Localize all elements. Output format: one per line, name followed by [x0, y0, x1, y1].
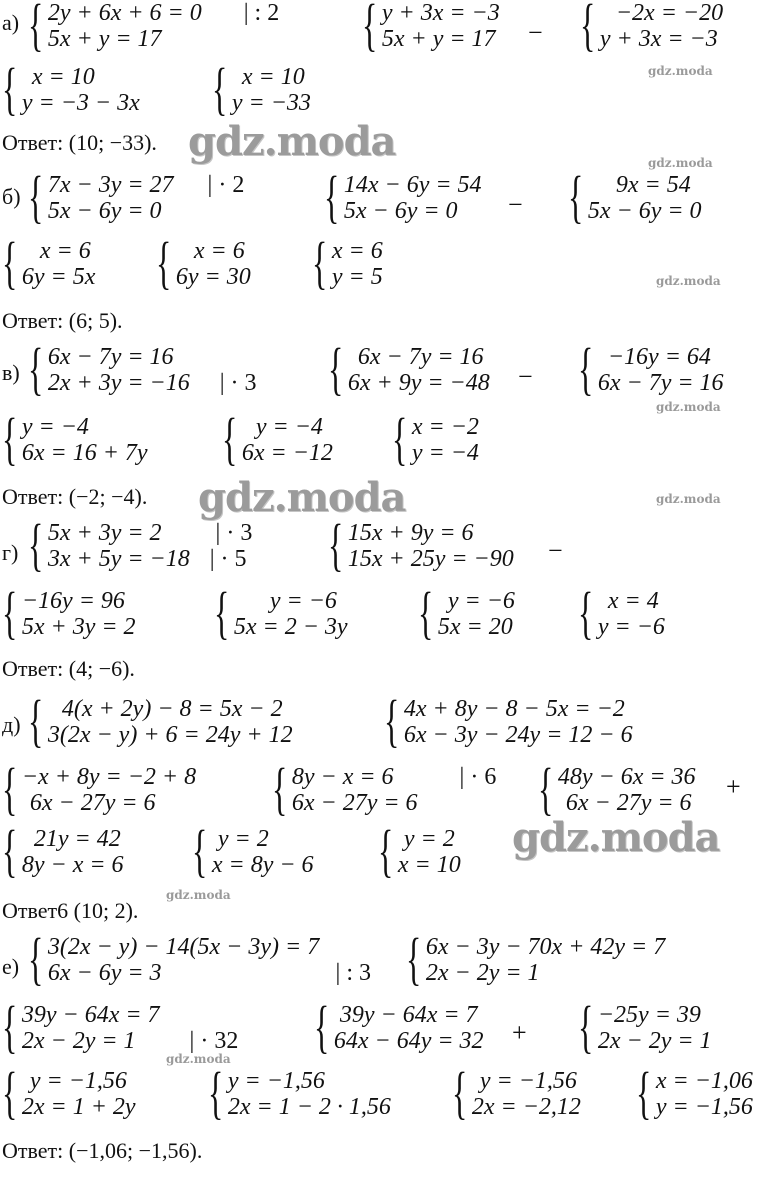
brace-icon: {	[192, 818, 208, 883]
equation: 3(2x − y) − 14(5x − 3y) = 7	[47, 934, 320, 960]
equation-system	[28, 926, 372, 991]
brace-icon: {	[28, 512, 44, 577]
answer: Ответ: (4; −6).	[2, 656, 135, 681]
operation-note: | : 3	[335, 960, 372, 986]
operation-note: | · 3	[215, 520, 253, 546]
brace-icon: {	[312, 230, 328, 295]
equation-system	[578, 336, 724, 401]
equation: 4x + 8y − 8 − 5x = −2	[403, 696, 625, 722]
equation-system	[28, 688, 293, 753]
operation-sign: +	[726, 772, 741, 801]
answer: Ответ: (10; −33).	[2, 130, 157, 155]
equation-system	[406, 926, 666, 991]
watermark-small: gdz.moda	[166, 1052, 231, 1066]
operation-note: | · 5	[209, 546, 247, 572]
equation-system	[28, 336, 257, 401]
equation: 5x − 6y = 0	[587, 198, 702, 224]
equation: 6x − 7y = 16	[47, 344, 174, 370]
watermark-small: gdz.moda	[656, 492, 721, 506]
watermark-small: gdz.moda	[648, 156, 713, 170]
equation: 21y = 42	[33, 826, 121, 852]
equation: 14x − 6y = 54	[343, 172, 482, 198]
brace-icon: {	[2, 1060, 18, 1125]
equation-system	[328, 512, 514, 577]
brace-icon: {	[2, 756, 18, 821]
equation: 39y − 64x = 7	[21, 1002, 160, 1028]
equation: y = −33	[231, 90, 311, 116]
equation: 2x − 2y = 1	[21, 1028, 136, 1054]
watermark-large: gdz.moda	[512, 814, 720, 861]
equation: −x + 8y = −2 + 8	[21, 764, 197, 790]
equation: 6x − 6y = 3	[47, 960, 162, 986]
brace-icon: {	[2, 56, 18, 121]
equation: y = −1,56	[655, 1094, 753, 1120]
equation: 2y + 6x + 6 = 0	[47, 0, 202, 26]
equation-system	[28, 164, 245, 229]
equation-system	[208, 1060, 391, 1125]
equation: 5x + y = 17	[381, 26, 496, 52]
operation-sign: +	[512, 1018, 527, 1047]
brace-icon: {	[384, 688, 400, 753]
equation-system	[392, 406, 479, 471]
equation-system	[222, 406, 333, 471]
watermark-small: gdz.moda	[166, 888, 231, 902]
equation-system	[28, 512, 253, 577]
brace-icon: {	[2, 818, 18, 883]
part-label: в)	[2, 360, 20, 385]
equation-system	[2, 580, 136, 645]
equation: 6x − 7y = 16	[357, 344, 484, 370]
brace-icon: {	[578, 336, 594, 401]
equation-system	[378, 818, 461, 883]
equation: 5x − 6y = 0	[343, 198, 458, 224]
watermark-large: gdz.moda	[188, 118, 396, 165]
operation-note: | · 32	[189, 1028, 239, 1054]
equation-system	[362, 0, 500, 57]
equation: 7x − 3y = 27	[47, 172, 174, 198]
equation: 8y − x = 6	[21, 852, 124, 878]
equation: x = 10	[31, 64, 95, 90]
equation: 2x = −2,12	[471, 1094, 581, 1120]
equation-system	[578, 994, 712, 1059]
part-label: г)	[2, 540, 19, 565]
equation-system	[452, 1060, 581, 1125]
equation: y + 3x = −3	[381, 0, 500, 26]
brace-icon: {	[578, 580, 594, 645]
equation: 8y − x = 6	[291, 764, 394, 790]
equation: y = −6	[447, 588, 515, 614]
equation: 6x − 27y = 6	[291, 790, 418, 816]
equation: 2x + 3y = −16	[47, 370, 190, 396]
brace-icon: {	[636, 1060, 652, 1125]
equation: 4(x + 2y) − 8 = 5x − 2	[61, 696, 283, 722]
equation: 15x + 25y = −90	[347, 546, 514, 572]
equation-system	[2, 230, 96, 295]
answer: Ответ: (−2; −4).	[2, 484, 148, 509]
equation-system	[272, 756, 497, 821]
brace-icon: {	[452, 1060, 468, 1125]
equation-system	[418, 580, 515, 645]
equation: 5x + y = 17	[47, 26, 162, 52]
brace-icon: {	[418, 580, 434, 645]
answer: Ответ: (−1,06; −1,56).	[2, 1138, 203, 1163]
equation-system	[578, 580, 665, 645]
equation: 6x − 3y − 24y = 12 − 6	[403, 722, 633, 748]
equation: y + 3x = −3	[599, 26, 718, 52]
equation-system	[580, 0, 724, 57]
part-label: а)	[2, 10, 20, 35]
brace-icon: {	[28, 164, 44, 229]
equation: 5x = 2 − 3y	[233, 614, 348, 640]
equation: x = 6	[331, 238, 383, 264]
equation: 2x = 1 − 2 · 1,56	[227, 1094, 391, 1120]
equation: y = −4	[255, 414, 323, 440]
watermark-small: gdz.moda	[656, 274, 721, 288]
equation: 6x − 3y − 70x + 42y = 7	[425, 934, 666, 960]
equation-system	[568, 164, 702, 229]
part-label: е)	[2, 954, 20, 979]
brace-icon: {	[578, 994, 594, 1059]
equation: y = 5	[331, 264, 383, 290]
equation: x = 10	[397, 852, 461, 878]
equation-system	[312, 230, 383, 295]
watermark-large: gdz.moda	[198, 474, 406, 521]
operation-sign: −	[548, 536, 563, 565]
equation: 5x + 3y = 2	[21, 614, 136, 640]
equation-system	[324, 164, 482, 229]
operation-note: | · 2	[207, 172, 245, 198]
equation: −16y = 64	[607, 344, 711, 370]
equation: −2x = −20	[615, 0, 724, 26]
equation-system	[212, 56, 311, 121]
equation: 48y − 6x = 36	[557, 764, 696, 790]
equation: x = 10	[241, 64, 305, 90]
equation: y = −1,56	[479, 1068, 577, 1094]
equation: 9x = 54	[615, 172, 691, 198]
brace-icon: {	[538, 756, 554, 821]
equation: x = −1,06	[655, 1068, 753, 1094]
operation-sign: −	[528, 18, 543, 47]
equation: y = −1,56	[29, 1068, 127, 1094]
equation: x = −2	[411, 414, 479, 440]
brace-icon: {	[272, 756, 288, 821]
part-label: д)	[2, 712, 21, 737]
brace-icon: {	[28, 0, 44, 57]
equation-system	[2, 406, 148, 471]
equation: 2x − 2y = 1	[597, 1028, 712, 1054]
brace-icon: {	[314, 994, 330, 1059]
equation: x = 4	[607, 588, 659, 614]
equation: x = 8y − 6	[211, 852, 314, 878]
equation: 2x − 2y = 1	[425, 960, 540, 986]
brace-icon: {	[580, 0, 596, 57]
equation: 6x = −12	[241, 440, 333, 466]
equation: −16y = 96	[21, 588, 125, 614]
brace-icon: {	[328, 512, 344, 577]
equation: y = −4	[411, 440, 479, 466]
brace-icon: {	[2, 580, 18, 645]
equation: 3(2x − y) + 6 = 24y + 12	[47, 722, 293, 748]
equation-system	[28, 0, 280, 57]
brace-icon: {	[2, 406, 18, 471]
brace-icon: {	[214, 580, 230, 645]
equation: 6x + 9y = −48	[347, 370, 490, 396]
brace-icon: {	[28, 926, 44, 991]
equation: 15x + 9y = 6	[347, 520, 474, 546]
brace-icon: {	[392, 406, 408, 471]
equation: 6y = 5x	[21, 264, 96, 290]
brace-icon: {	[324, 164, 340, 229]
brace-icon: {	[362, 0, 378, 57]
operation-note: | · 3	[219, 370, 257, 396]
equation-system	[2, 56, 140, 121]
equation: 6x − 27y = 6	[565, 790, 692, 816]
brace-icon: {	[2, 230, 18, 295]
equation-system	[2, 756, 197, 821]
equation: 2x = 1 + 2y	[21, 1094, 136, 1120]
brace-icon: {	[156, 230, 172, 295]
equation: y = −1,56	[227, 1068, 325, 1094]
brace-icon: {	[28, 336, 44, 401]
brace-icon: {	[208, 1060, 224, 1125]
part-label: б)	[2, 184, 21, 209]
equation-system	[384, 688, 633, 753]
operation-note: | : 2	[243, 0, 280, 26]
equation: x = 6	[193, 238, 245, 264]
equation: 5x + 3y = 2	[47, 520, 162, 546]
equation-system	[156, 230, 251, 295]
brace-icon: {	[378, 818, 394, 883]
brace-icon: {	[568, 164, 584, 229]
equation-system	[538, 756, 696, 821]
equation-system	[328, 336, 490, 401]
equation: 5x = 20	[437, 614, 513, 640]
brace-icon: {	[406, 926, 422, 991]
equation: x = 6	[39, 238, 91, 264]
equation: y = −6	[269, 588, 337, 614]
equation: 5x − 6y = 0	[47, 198, 162, 224]
equation-system	[636, 1060, 753, 1125]
brace-icon: {	[28, 688, 44, 753]
watermark-small: gdz.moda	[648, 64, 713, 78]
equation-system	[314, 994, 484, 1059]
equation: 6x − 27y = 6	[29, 790, 156, 816]
equation: y = −3 − 3x	[21, 90, 140, 116]
equation-system	[192, 818, 314, 883]
equation: −25y = 39	[597, 1002, 701, 1028]
answer: Ответ: (6; 5).	[2, 308, 123, 333]
operation-note: | · 6	[459, 764, 497, 790]
equation: y = −6	[597, 614, 665, 640]
equation: y = 2	[403, 826, 455, 852]
equation-system	[214, 580, 348, 645]
brace-icon: {	[2, 994, 18, 1059]
equation: 64x − 64y = 32	[333, 1028, 484, 1054]
equation: y = 2	[217, 826, 269, 852]
watermark-small: gdz.moda	[656, 400, 721, 414]
equation: 6x = 16 + 7y	[21, 440, 148, 466]
equation: y = −4	[21, 414, 89, 440]
brace-icon: {	[212, 56, 228, 121]
answer: Ответ6 (10; 2).	[2, 898, 139, 923]
equation-system	[2, 818, 124, 883]
equation-system	[2, 1060, 136, 1125]
operation-sign: −	[508, 190, 523, 219]
equation: 6x − 7y = 16	[597, 370, 724, 396]
equation: 39y − 64x = 7	[339, 1002, 478, 1028]
brace-icon: {	[328, 336, 344, 401]
brace-icon: {	[222, 406, 238, 471]
equation: 6y = 30	[175, 264, 251, 290]
equation: 3x + 5y = −18	[47, 546, 190, 572]
operation-sign: −	[518, 362, 533, 391]
